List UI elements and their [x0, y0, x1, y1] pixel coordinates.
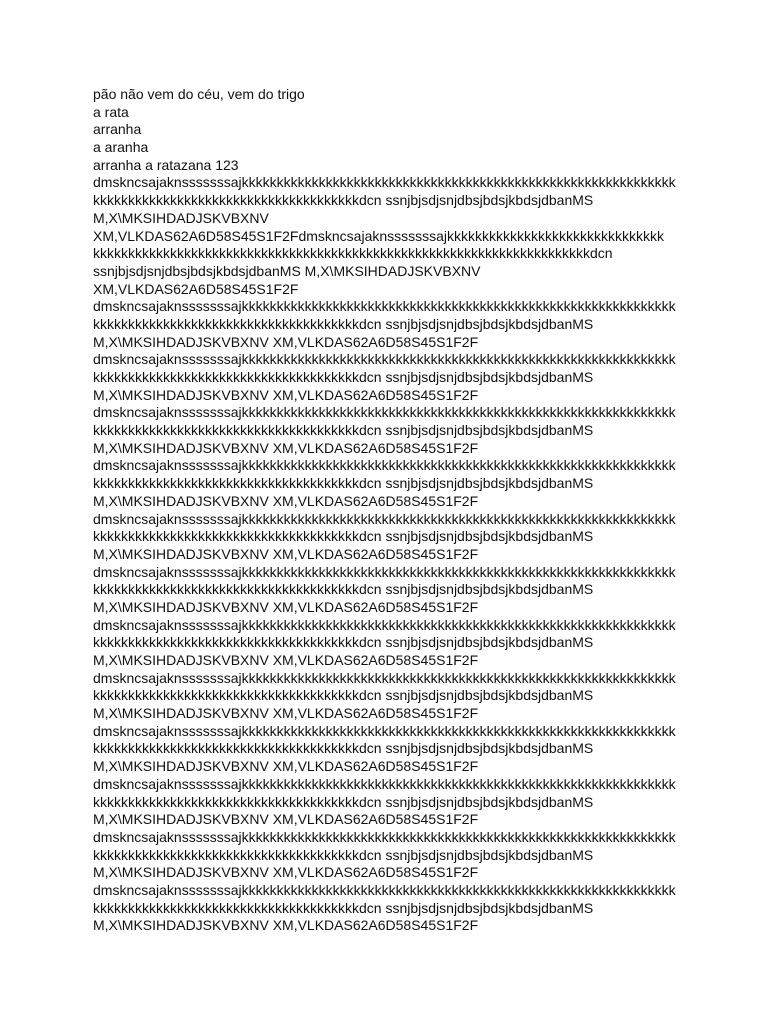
text-line: kkkkkkkkkkkkkkkkkkkkkkkkkkkkkkkkkkkkkkdcn ssnjbjsdjsnjdbsjbdsjkbdsjdbanMS	[93, 581, 594, 598]
text-line: dmskncsajaknsssssssajkkkkkkkkkkkkkkkkkkkkkkkkkkkkkkkkkkkkkkkkkkkkkkkkkkkkkkkkkkkkkk	[93, 510, 676, 527]
text-line: dmskncsajaknsssssssajkkkkkkkkkkkkkkkkkkkkkkkkkkkkkkkkkkkkkkkkkkkkkkkkkkkkkkkkkkkkkk	[93, 174, 676, 191]
text-line: kkkkkkkkkkkkkkkkkkkkkkkkkkkkkkkkkkkkkkdcn ssnjbjsdjsnjdbsjbdsjkbdsjdbanMS	[93, 846, 594, 863]
text-line: arranha	[93, 121, 142, 138]
text-line: M,X\MKSIHDADJSKVBXNV XM,VLKDAS62A6D58S45S1F2F	[93, 598, 479, 615]
text-line: M,X\MKSIHDADJSKVBXNV XM,VLKDAS62A6D58S45S1F2F	[93, 545, 479, 562]
text-line: M,X\MKSIHDADJSKVBXNV XM,VLKDAS62A6D58S45S1F2F	[93, 758, 479, 775]
text-line: dmskncsajaknsssssssajkkkkkkkkkkkkkkkkkkkkkkkkkkkkkkkkkkkkkkkkkkkkkkkkkkkkkkkkkkkkkk	[93, 669, 676, 686]
text-line: kkkkkkkkkkkkkkkkkkkkkkkkkkkkkkkkkkkkkkdcn ssnjbjsdjsnjdbsjbdsjkbdsjdbanMS	[93, 687, 594, 704]
text-line: M,X\MKSIHDADJSKVBXNV XM,VLKDAS62A6D58S45S1F2F	[93, 333, 479, 350]
text-line: kkkkkkkkkkkkkkkkkkkkkkkkkkkkkkkkkkkkkkdcn ssnjbjsdjsnjdbsjbdsjkbdsjdbanMS	[93, 634, 594, 651]
text-line: kkkkkkkkkkkkkkkkkkkkkkkkkkkkkkkkkkkkkkdcn ssnjbjsdjsnjdbsjbdsjkbdsjdbanMS	[93, 315, 594, 332]
text-line: kkkkkkkkkkkkkkkkkkkkkkkkkkkkkkkkkkkkkkdcn ssnjbjsdjsnjdbsjbdsjkbdsjdbanMS	[93, 899, 594, 916]
text-line: M,X\MKSIHDADJSKVBXNV XM,VLKDAS62A6D58S45S1F2F	[93, 492, 479, 509]
text-line: kkkkkkkkkkkkkkkkkkkkkkkkkkkkkkkkkkkkkkdcn ssnjbjsdjsnjdbsjbdsjkbdsjdbanMS	[93, 740, 594, 757]
text-line: XM,VLKDAS62A6D58S45S1F2Fdmskncsajaknsssssssajkkkkkkkkkkkkkkkkkkkkkkkkkkkkkkk	[93, 227, 665, 244]
text-line: ssnjbjsdjsnjdbsjbdsjkbdsjdbanMS M,X\MKSIHDADJSKVBXNV	[93, 262, 481, 279]
text-line: dmskncsajaknsssssssajkkkkkkkkkkkkkkkkkkkkkkkkkkkkkkkkkkkkkkkkkkkkkkkkkkkkkkkkkkkkkk	[93, 775, 676, 792]
text-line: dmskncsajaknsssssssajkkkkkkkkkkkkkkkkkkkkkkkkkkkkkkkkkkkkkkkkkkkkkkkkkkkkkkkkkkkkkk	[93, 616, 676, 633]
text-line: M,X\MKSIHDADJSKVBXNV XM,VLKDAS62A6D58S45S1F2F	[93, 917, 479, 934]
text-line: M,X\MKSIHDADJSKVBXNV XM,VLKDAS62A6D58S45S1F2F	[93, 705, 479, 722]
text-line: XM,VLKDAS62A6D58S45S1F2F	[93, 280, 299, 297]
text-line: a rata	[93, 103, 129, 120]
text-line: kkkkkkkkkkkkkkkkkkkkkkkkkkkkkkkkkkkkkkdcn ssnjbjsdjsnjdbsjbdsjkbdsjdbanMS	[93, 528, 594, 545]
text-line: kkkkkkkkkkkkkkkkkkkkkkkkkkkkkkkkkkkkkkdcn ssnjbjsdjsnjdbsjbdsjkbdsjdbanMS	[93, 475, 594, 492]
document-body	[93, 86, 733, 935]
text-line: M,X\MKSIHDADJSKVBXNV XM,VLKDAS62A6D58S45S1F2F	[93, 864, 479, 881]
text-line: M,X\MKSIHDADJSKVBXNV	[93, 209, 269, 226]
text-line: dmskncsajaknsssssssajkkkkkkkkkkkkkkkkkkkkkkkkkkkkkkkkkkkkkkkkkkkkkkkkkkkkkkkkkkkkkk	[93, 828, 676, 845]
text-line: kkkkkkkkkkkkkkkkkkkkkkkkkkkkkkkkkkkkkkkkkkkkkkkkkkkkkkkkkkkkkkkkkkkkkkkdcn	[93, 245, 613, 262]
text-line: M,X\MKSIHDADJSKVBXNV XM,VLKDAS62A6D58S45S1F2F	[93, 652, 479, 668]
text-line: dmskncsajaknsssssssajkkkkkkkkkkkkkkkkkkkkkkkkkkkkkkkkkkkkkkkkkkkkkkkkkkkkkkkkkkkkkk	[93, 563, 676, 580]
text-line: arranha a ratazana 123	[93, 156, 239, 173]
text-line: dmskncsajaknsssssssajkkkkkkkkkkkkkkkkkkkkkkkkkkkkkkkkkkkkkkkkkkkkkkkkkkkkkkkkkkkkkk	[93, 351, 676, 368]
text-line: M,X\MKSIHDADJSKVBXNV XM,VLKDAS62A6D58S45S1F2F	[93, 439, 479, 456]
text-line: dmskncsajaknsssssssajkkkkkkkkkkkkkkkkkkkkkkkkkkkkkkkkkkkkkkkkkkkkkkkkkkkkkkkkkkkkkk	[93, 404, 676, 421]
text-line: kkkkkkkkkkkkkkkkkkkkkkkkkkkkkkkkkkkkkkdcn ssnjbjsdjsnjdbsjbdsjkbdsjdbanMS	[93, 422, 594, 439]
text-line: dmskncsajaknsssssssajkkkkkkkkkkkkkkkkkkkkkkkkkkkkkkkkkkkkkkkkkkkkkkkkkkkkkkkkkkkkkk	[93, 722, 676, 739]
text-line: a aranha	[93, 139, 149, 156]
text-line: dmskncsajaknsssssssajkkkkkkkkkkkkkkkkkkkkkkkkkkkkkkkkkkkkkkkkkkkkkkkkkkkkkkkkkkkkkk	[93, 298, 676, 315]
text-line: dmskncsajaknsssssssajkkkkkkkkkkkkkkkkkkkkkkkkkkkkkkkkkkkkkkkkkkkkkkkkkkkkkkkkkkkkkk	[93, 881, 676, 898]
text-line: dmskncsajaknsssssssajkkkkkkkkkkkkkkkkkkkkkkkkkkkkkkkkkkkkkkkkkkkkkkkkkkkkkkkkkkkkkk	[93, 457, 676, 474]
text-line: kkkkkkkkkkkkkkkkkkkkkkkkkkkkkkkkkkkkkkdcn ssnjbjsdjsnjdbsjbdsjkbdsjdbanMS	[93, 793, 594, 810]
text-line: kkkkkkkkkkkkkkkkkkkkkkkkkkkkkkkkkkkkkkdcn ssnjbjsdjsnjdbsjbdsjkbdsjdbanMS	[93, 369, 594, 385]
text-line: M,X\MKSIHDADJSKVBXNV XM,VLKDAS62A6D58S45S1F2F	[93, 811, 479, 828]
text-line: M,X\MKSIHDADJSKVBXNV XM,VLKDAS62A6D58S45S1F2F	[93, 386, 479, 403]
text-line: kkkkkkkkkkkkkkkkkkkkkkkkkkkkkkkkkkkkkkdcn ssnjbjsdjsnjdbsjbdsjkbdsjdbanMS	[93, 192, 594, 209]
text-line: pão não vem do céu, vem do trigo	[93, 86, 305, 102]
document-page	[93, 86, 733, 935]
